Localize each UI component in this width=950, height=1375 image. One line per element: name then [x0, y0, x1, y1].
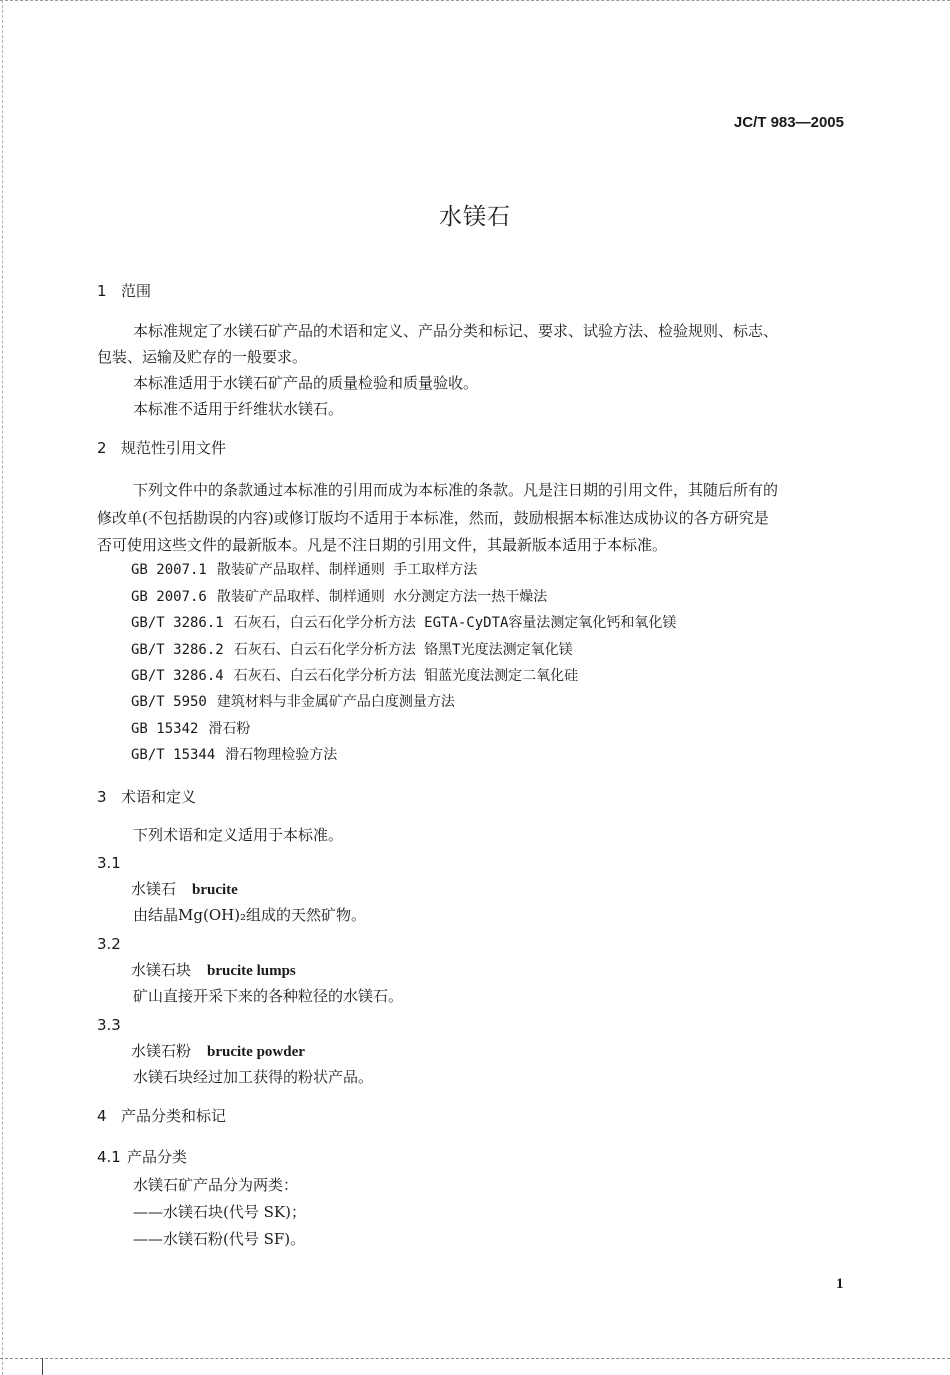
term-definition: 由结晶Mg(OH)₂组成的天然矿物。	[133, 906, 367, 924]
reference-code: GB/T 15344	[131, 747, 216, 763]
section-title: 产品分类和标记	[121, 1107, 227, 1125]
reference-code: GB 15342	[131, 721, 199, 737]
reference-title: 散装矿产品取样、制样通则 手工取样方法	[216, 562, 478, 578]
paragraph-line: 本标准不适用于纤维状水镁石。	[133, 400, 344, 418]
term-number: 3.3	[97, 1016, 121, 1034]
reference-item	[131, 692, 455, 712]
section-number: 3	[97, 788, 107, 806]
term-number: 3.2	[97, 935, 121, 953]
term-en: brucite powder	[207, 1044, 305, 1060]
reference-title: 散装矿产品取样、制样通则 水分测定方法一热干燥法	[216, 589, 548, 605]
section-number: 4	[97, 1107, 107, 1125]
scan-corner-mark	[42, 1358, 43, 1375]
reference-item	[131, 560, 477, 580]
paragraph-line: 本标准适用于水镁石矿产品的质量检验和质量验收。	[133, 374, 479, 392]
paragraph-line: 本标准规定了水镁石矿产品的术语和定义、产品分类和标记、要求、试验方法、检验规则、标志、	[133, 322, 779, 340]
paragraph-line: 否可使用这些文件的最新版本。凡是不注日期的引用文件，其最新版本适用于本标准。	[97, 536, 668, 554]
reference-item	[131, 666, 578, 686]
reference-title: 石灰石，白云石化学分析方法 EGTA-CyDTA容量法测定氧化钙和氧化镁	[233, 615, 677, 631]
reference-item	[131, 587, 547, 607]
reference-code: GB/T 3286.2	[131, 642, 224, 658]
term-en: brucite lumps	[207, 963, 296, 979]
section-2-heading	[97, 438, 226, 458]
section-number: 1	[97, 282, 107, 300]
term-entry	[131, 879, 238, 900]
page-title: 水镁石	[439, 204, 511, 230]
subsection-title: 产品分类	[127, 1148, 188, 1166]
subsection-4-1-heading	[97, 1147, 187, 1167]
section-4-heading	[97, 1106, 226, 1126]
term-entry	[131, 1041, 305, 1062]
section-title: 范围	[121, 282, 152, 300]
section-1-heading	[97, 281, 151, 301]
page-number: 1	[836, 1276, 844, 1292]
paragraph-line: 水镁石矿产品分为两类：	[133, 1176, 299, 1194]
term-number: 3.1	[97, 854, 121, 872]
paragraph-line: 修改单(不包括勘误的内容)或修订版均不适用于本标准，然而，鼓励根据本标准达成协议的各方研究是	[97, 509, 769, 527]
reference-title: 滑石物理检验方法	[225, 747, 338, 763]
list-item: ——水镁石粉(代号 SF)。	[133, 1230, 306, 1248]
reference-item	[131, 745, 337, 765]
paragraph-line: 下列术语和定义适用于本标准。	[133, 826, 344, 844]
paragraph-line: 包装、运输及贮存的一般要求。	[97, 348, 308, 366]
section-title: 规范性引用文件	[121, 439, 227, 457]
term-entry	[131, 960, 296, 981]
reference-title: 建筑材料与非金属矿产品白度测量方法	[216, 694, 455, 710]
scan-border-bottom	[0, 1358, 950, 1360]
term-definition: 水镁石块经过加工获得的粉状产品。	[133, 1068, 374, 1086]
term-zh: 水镁石	[131, 880, 177, 898]
reference-code: GB 2007.1	[131, 562, 207, 578]
reference-code: GB/T 5950	[131, 694, 207, 710]
reference-code: GB/T 3286.4	[131, 668, 224, 684]
reference-title: 石灰石、白云石化学分析方法 铬黑T光度法测定氧化镁	[233, 642, 573, 658]
reference-item	[131, 640, 573, 660]
standard-number: JC/T 983—2005	[733, 114, 844, 131]
reference-title: 滑石粉	[208, 721, 251, 737]
reference-item	[131, 719, 250, 739]
term-zh: 水镁石粉	[131, 1042, 192, 1060]
section-3-heading	[97, 787, 196, 807]
term-definition: 矿山直接开采下来的各种粒径的水镁石。	[133, 987, 404, 1005]
term-en: brucite	[192, 882, 238, 898]
list-item: ——水镁石块(代号 SK)；	[133, 1203, 306, 1221]
section-number: 2	[97, 439, 107, 457]
reference-item	[131, 613, 676, 633]
paragraph-line: 下列文件中的条款通过本标准的引用而成为本标准的条款。凡是注日期的引用文件，其随后所有的	[133, 481, 779, 499]
reference-title: 石灰石、白云石化学分析方法 钼蓝光度法测定二氧化硅	[233, 668, 579, 684]
scan-border-top	[0, 0, 950, 4]
section-title: 术语和定义	[121, 788, 197, 806]
reference-code: GB 2007.6	[131, 589, 207, 605]
reference-code: GB/T 3286.1	[131, 615, 224, 631]
term-zh: 水镁石块	[131, 961, 192, 979]
subsection-number: 4.1	[97, 1148, 121, 1166]
